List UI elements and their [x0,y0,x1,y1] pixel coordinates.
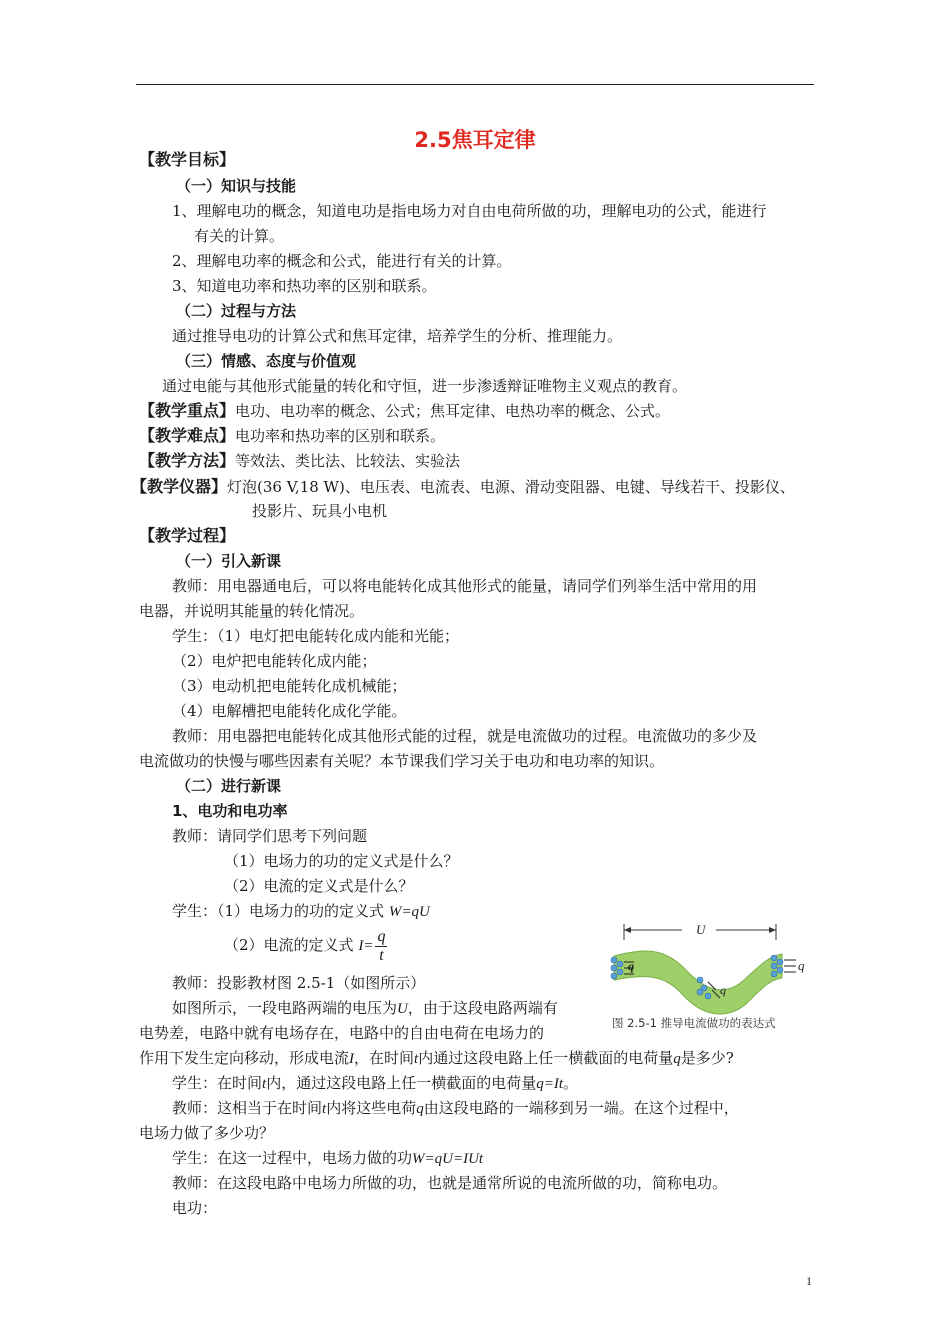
teacher-2-line-1: 教师：用电器把电能转化成其他形式能的过程，就是电流做功的过程。电流做功的多少及 [172,727,758,745]
goal-2: 2、理解电功率的概念和公式，能进行有关的计算。 [172,252,512,270]
student-1: 学生：（1）电灯把电能转化成内能和光能； [172,627,460,645]
teacher-4: 教师：投影教材图 2.5-1（如图所示） [172,974,426,992]
u-arrowhead-right [769,927,776,933]
p1-text-d: ，在时间 [354,1049,415,1067]
methods-text: 等效法、类比法、比较法、实验法 [235,452,461,470]
student-3: （3）电动机把电能转化成机械能； [172,677,407,695]
paragraph-1-line-1 [172,998,558,1019]
fraction-numerator: q [377,927,386,945]
page-title: 2.5焦耳定律 [414,128,536,152]
student-5 [172,1073,578,1094]
goal-1-line-2: 有关的计算。 [194,227,285,245]
new-lesson-heading: （二）进行新课 [176,777,282,795]
arrows-right [784,960,796,972]
label-U: U [696,922,706,937]
t5-text-b: 内将这些电荷 [326,1099,417,1117]
teacher-6: 教师：在这段电路中电场力所做的功，也就是通常所说的电流所做的功，简称电功。 [172,1174,728,1192]
section-knowledge-heading: （一）知识与技能 [176,177,297,195]
intro-heading: （一）引入新课 [176,552,282,570]
key-points-row [139,401,670,421]
student-4: （4）电解槽把电能转化成化学能。 [172,702,407,720]
current-formula-lhs: I= [358,938,374,954]
values-text: 通过电能与其他形式能量的转化和守恒，进一步渗透辩证唯物主义观点的教育。 [162,377,688,395]
p1-text-a: 如图所示，一段电路两端的电压为 [172,999,398,1017]
s5-text-a: 学生：在时间 [172,1074,263,1092]
header-rule [136,84,814,85]
teacher-3: 教师：请同学们思考下列问题 [172,827,368,845]
charge-formula: q=It [536,1076,563,1092]
s6-text: 学生：在这一过程中，电场力做的功 [172,1149,413,1167]
student-2: （2）电炉把电能转化成内能； [172,652,377,670]
work-formula: W=qU [388,904,430,920]
process-text: 通过推导电功的计算公式和焦耳定律，培养学生的分析、推理能力。 [172,327,623,345]
key-points-text: 电功、电功率的概念、公式；焦耳定律、电热功率的概念、公式。 [235,402,671,420]
var-q: q [673,1051,681,1067]
var-q-2: q [416,1101,424,1117]
teacher-1-line-2: 电器，并说明其能量的转化情况。 [139,602,365,620]
var-t-3: t [322,1101,327,1117]
teacher-1-line-1: 教师：用电器通电后，可以将电能转化成其他形式的能量，请同学们列举生活中常用的用 [172,577,758,595]
teacher-5-line-2: 电场力做了多少功？ [139,1124,275,1142]
question-2: （2）电流的定义式是什么？ [224,877,414,895]
instruments-line-2: 投影片、玩具小电机 [252,502,388,520]
figure-caption: 图 2.5-1 推导电流做功的表达式 [612,1016,776,1030]
label-q-mid: q [720,983,726,997]
key-points-label: 【教学重点】 [139,401,236,420]
process-heading: 【教学过程】 [139,526,236,545]
answer-1 [172,901,430,922]
answer-2-text: （2）电流的定义式 [224,936,354,954]
instruments-line-1: 灯泡(36 V,18 W)、电压表、电流表、电源、滑动变阻器、电键、导线若干、投影仪、 [227,478,795,496]
p1-text-e: 内通过这段电路上任一横截面的电荷量 [418,1049,674,1067]
label-q-right: q [798,958,805,973]
difficulty-text: 电功率和热功率的区别和联系。 [235,427,446,445]
t5-text-c: 由这段电路的一端移到另一端。在这个过程中， [423,1099,739,1117]
goal-1-line-1: 1、理解电功的概念，知道电功是指电场力对自由电荷所做的功，理解电功的公式，能进行 [172,202,767,220]
methods-row [139,451,460,471]
section-process-heading: （二）过程与方法 [176,302,297,320]
p1-text-f: 是多少? [680,1049,734,1067]
s5-text-c: 。 [563,1074,579,1092]
paragraph-1-line-2: 电势差，电路中就有电场存在，电路中的自由电荷在电场力的 [139,1024,545,1042]
subsection-heading: 1、电功和电功率 [172,802,288,820]
teacher-5-line-1 [172,1098,739,1119]
var-t-2: t [262,1076,267,1092]
work-current-formula: W=qU=IUt [412,1151,484,1167]
answer-1-text: 学生：（1）电场力的功的定义式 [172,902,385,920]
difficulty-label: 【教学难点】 [139,426,236,445]
last-line: 电功： [172,1199,218,1217]
p1-text-b: ，由于这段电路两端有 [407,999,558,1017]
var-U: U [397,1001,408,1017]
question-1: （1）电场力的功的定义式是什么？ [224,852,459,870]
s5-text-b: 内，通过这段电路上任一横截面的电荷量 [266,1074,537,1092]
instruments-label: 【教学仪器】 [131,477,228,496]
var-I: I [349,1051,355,1067]
u-arrowhead-left [624,927,631,933]
student-6 [172,1148,483,1169]
fraction-denominator: t [379,946,384,964]
goal-3: 3、知道电功率和热功率的区别和联系。 [172,277,437,295]
methods-label: 【教学方法】 [139,451,236,470]
p1-text-c: 作用下发生定向移动，形成电流 [139,1049,350,1067]
var-t: t [414,1051,419,1067]
section-values-heading: （三）情感、态度与价值观 [176,352,357,370]
instruments-row [131,477,795,497]
label-q-left: q [628,959,634,973]
t5-text-a: 教师：这相当于在时间 [172,1099,323,1117]
answer-2 [224,926,387,965]
paragraph-1-line-3 [139,1048,734,1069]
teacher-2-line-2: 电流做功的快慢与哪些因素有关呢？本节课我们学习关于电功和电功率的知识。 [139,752,665,770]
goals-heading: 【教学目标】 [139,150,236,169]
page-number: 1 [806,1274,812,1288]
current-fraction [375,928,387,965]
difficulty-row [139,426,445,446]
